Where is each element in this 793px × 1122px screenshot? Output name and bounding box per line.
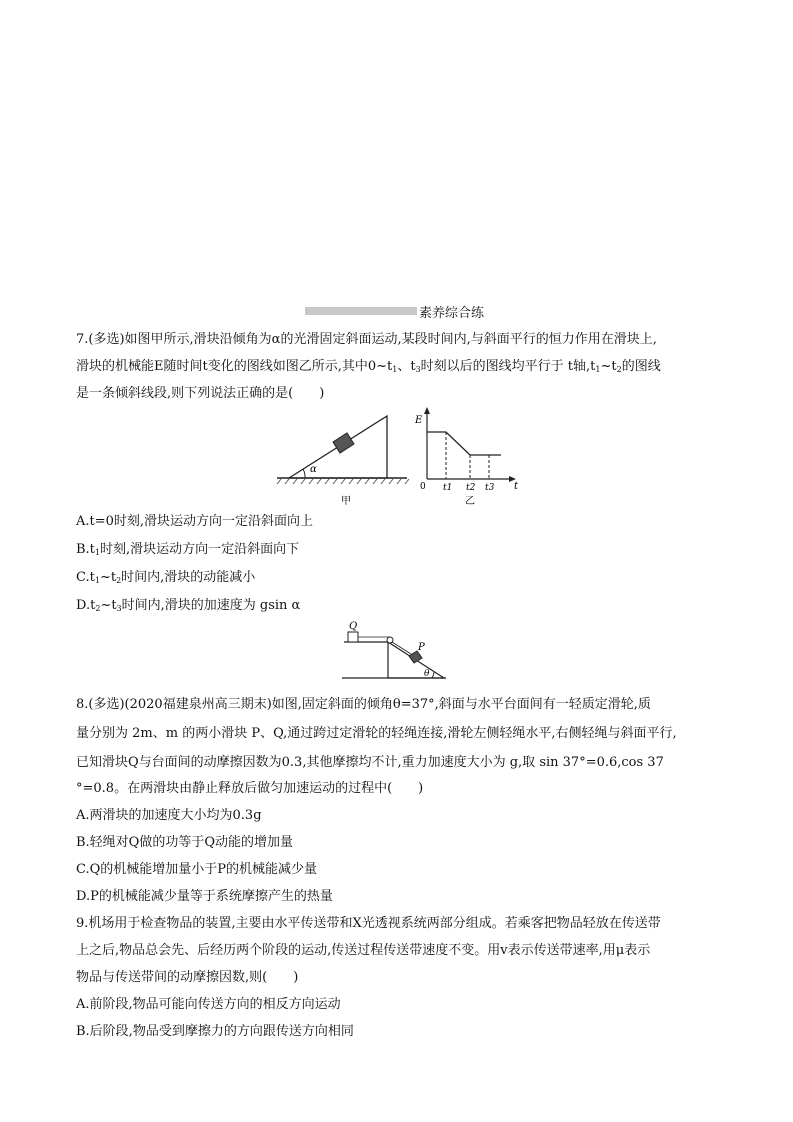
- q7-graph-t2: t2: [466, 483, 476, 493]
- q9-option-b: B.后阶段,物品受到摩擦力的方向跟传送方向相同: [76, 1024, 354, 1039]
- section-title: 素养综合练: [419, 305, 485, 321]
- q9-stem-line-2: 上之后,物品总会先、后经历两个阶段的运动,传送过程传送带速度不变。用v表示传送带速率,用μ表示: [76, 943, 651, 958]
- q7-option-d: [76, 597, 300, 618]
- q7-stem-line-1: 7.(多选)如图甲所示,滑块沿倾角为α的光滑固定斜面运动,某段时间内,与斜面平行的恒力作用在滑块上,: [76, 332, 657, 347]
- q8-stem-line-1: 8.(多选)(2020福建泉州高三期末)如图,固定斜面的倾角θ=37°,斜面与水平台面间有一轻质定滑轮,质: [76, 697, 651, 712]
- q7-graph-t1: t1: [443, 483, 453, 493]
- q7-graph-origin: 0: [420, 482, 426, 492]
- q7-option-d-a: D.t: [76, 598, 96, 613]
- q9-option-a: A.前阶段,物品可能向传送方向的相反方向运动: [76, 997, 341, 1012]
- q7-figure-incline: [275, 408, 415, 508]
- q7-option-d-b: ~t: [100, 598, 117, 613]
- q7-figure-graph: [415, 405, 525, 510]
- q7-option-b-a: B.t: [76, 542, 95, 557]
- q8-label-theta: θ: [424, 669, 430, 679]
- q8-stem-line-3: 已知滑块Q与台面间的动摩擦因数为0.3,其他摩擦均不计,重力加速度大小为 g,取 sin 37°=0.6,cos 37: [76, 755, 664, 770]
- q7-graph-y-label: E: [415, 415, 423, 426]
- q7-graph-t3: t3: [485, 483, 495, 493]
- q8-option-c: C.Q的机械能增加量小于P的机械能减少量: [76, 862, 318, 877]
- q7-option-b: [76, 541, 299, 562]
- q8-option-b: B.轻绳对Q做的功等于Q动能的增加量: [76, 835, 294, 850]
- q7-stem-line-2-e: 的图线: [621, 359, 661, 374]
- q7-alpha-arc: [303, 469, 305, 478]
- q7-option-b-sub: 1: [94, 548, 101, 557]
- q8-theta-arc: [432, 672, 434, 678]
- q7-incline-hatch: [277, 479, 409, 484]
- q7-stem-line-3: 是一条倾斜线段,则下列说法正确的是( ): [76, 386, 325, 401]
- q7-option-d-sub3: 3: [116, 604, 122, 613]
- q7-stem-line-2-b: 、t: [397, 359, 416, 374]
- section-header-bar: [305, 307, 417, 315]
- q8-block-q: [348, 632, 358, 642]
- q7-stem-line-2: [76, 358, 661, 379]
- q7-graph-line: [427, 432, 501, 455]
- q7-sub-1: 1: [392, 365, 398, 374]
- q7-option-d-c: 时间内,滑块的加速度为 gsin α: [121, 598, 301, 613]
- q7-sub-3: 3: [415, 365, 421, 374]
- q7-option-c-c: 时间内,滑块的动能减小: [121, 570, 256, 585]
- q8-option-a: A.两滑块的加速度大小均为0.3g: [76, 808, 262, 823]
- q7-graph-x-label: t: [514, 481, 519, 492]
- q7-stem-line-2-d: ~t: [600, 359, 617, 374]
- q8-label-p: P: [418, 642, 425, 653]
- q7-option-a: A.t=0时刻,滑块运动方向一定沿斜面向上: [76, 514, 314, 529]
- q7-stem-line-2-a: 滑块的机械能E随时间t变化的图线如图乙所示,其中0~t: [76, 359, 393, 374]
- q8-option-d: D.P的机械能减少量等于系统摩擦产生的热量: [76, 889, 333, 904]
- q8-stem-line-4: °=0.8。在两滑块由静止释放后做匀加速运动的过程中( ): [76, 781, 424, 796]
- q7-alpha-label: α: [310, 464, 317, 475]
- q7-option-c-a: C.t: [76, 570, 95, 585]
- q7-graph-y-arrow: [424, 407, 430, 414]
- q8-stem-line-2: 量分别为 2m、m 的两小滑块 P、Q,通过跨过定滑轮的轻绳连接,滑轮左侧轻绳水平,右侧轻绳与斜面平行,: [76, 726, 677, 741]
- q7-option-c-b: ~t: [99, 570, 117, 585]
- q8-rope-incline: [392, 642, 411, 654]
- q7-fig-right-label: 乙: [465, 496, 475, 507]
- q7-option-b-b: 时刻,滑块运动方向一定沿斜面向下: [100, 542, 300, 557]
- q7-sub-2: 2: [616, 365, 622, 374]
- section-header: [305, 302, 484, 320]
- q7-block: [333, 433, 354, 453]
- q7-option-c-sub2: 2: [116, 576, 122, 585]
- q7-option-c: [76, 569, 255, 590]
- q7-option-c-sub1: 1: [94, 576, 100, 585]
- q7-stem-line-2-c: 时刻以后的图线均平行于 t轴,t: [420, 359, 596, 374]
- q7-option-d-sub2: 2: [95, 604, 101, 613]
- q9-stem-line-1: 9.机场用于检查物品的装置,主要由水平传送带和X光透视系统两部分组成。若乘客把物品轻放在传送带: [76, 916, 661, 931]
- q8-figure: [338, 620, 448, 682]
- q8-label-q: Q: [349, 621, 358, 632]
- q7-sub-1b: 1: [595, 365, 601, 374]
- q7-fig-left-label: 甲: [341, 496, 351, 507]
- q9-stem-line-3: 物品与传送带间的动摩擦因数,则( ): [76, 970, 299, 985]
